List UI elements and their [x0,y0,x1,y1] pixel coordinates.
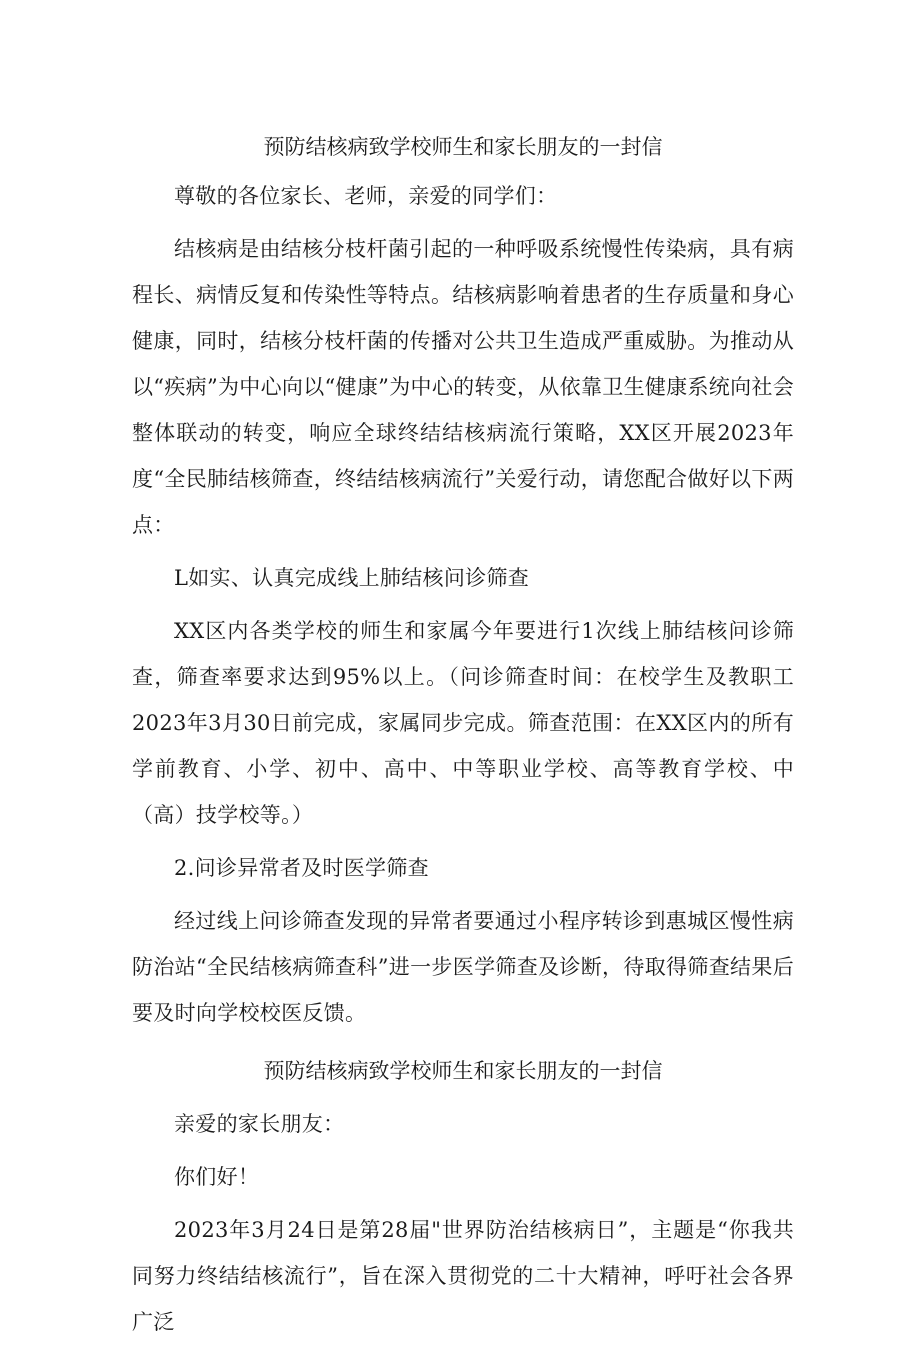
salutation: 尊敬的各位家长、老师，亲爱的同学们： [174,184,558,208]
item-1-body: XX区内各类学校的师生和家属今年要进行1次线上肺结核问诊筛查，筛查率要求达到95%以上。（问诊筛查时间：在校学生及教职工2023年3月30日前完成，家属同步完成。筛查范围：在XX区内的所有学前教育、小学、初中、高中、中等职业学校、高等教育学校、中（高）技学校等。） [132,619,794,827]
salutation-second: 亲爱的家长朋友： [174,1112,345,1136]
item-2-body: 经过线上问诊筛查发现的异常者要通过小程序转诊到惠城区慢性病防治站“全民结核病筛查科”进一步医学筛查及诊断，待取得筛查结果后要及时向学校校医反馈。 [132,909,794,1025]
second-letter-paragraph: 2023年3月24日是第28届"世界防治结核病日”，主题是“你我共同努力终结结核流行”，旨在深入贯彻党的二十大精神，呼吁社会各界广泛 [132,1218,794,1334]
letter-title: 预防结核病致学校师生和家长朋友的一封信 [263,135,663,159]
item-2-heading: 2.问诊异常者及时医学筛查 [174,856,429,880]
letter-title-second: 预防结核病致学校师生和家长朋友的一封信 [263,1059,663,1083]
intro-paragraph: 结核病是由结核分枝杆菌引起的一种呼吸系统慢性传染病，具有病程长、病情反复和传染性等特点。结核病影响着患者的生存质量和身心健康，同时，结核分枝杆菌的传播对公共卫生造成严重威胁。为推动从以“疾病”为中心向以“健康”为中心的转变，从依靠卫生健康系统向社会整体联动的转变，响应全球终结结核病流行策略，XX区开展2023年度“全民肺结核筛查，终结结核病流行”关爱行动，请您配合做好以下两点： [132,237,794,537]
greeting: 你们好！ [174,1165,260,1189]
item-1-heading: L如实、认真完成线上肺结核问诊筛查 [174,566,530,590]
document-body [132,124,794,1352]
